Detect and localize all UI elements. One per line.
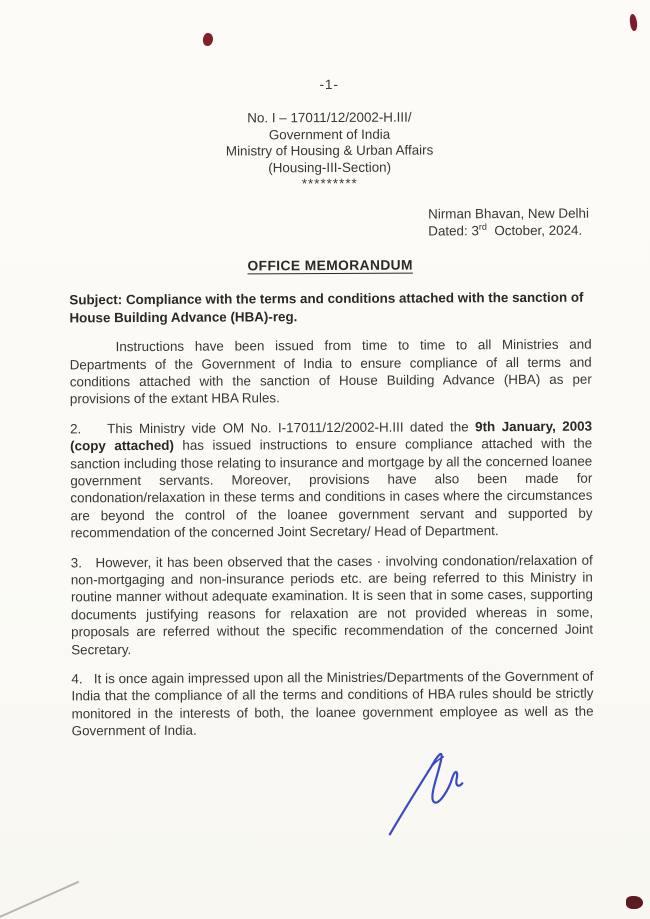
document-body <box>68 0 594 839</box>
date-prefix: Dated: 3 <box>428 223 479 239</box>
page-number: -1- <box>319 76 339 93</box>
paragraph-3: 3. However, it has been observed that the cases · involving condonation/relaxation of non-mortgaging and non-insurance periods etc. are being referred to this Ministry in routine manner without adequate examination. It is seen that in some cases, supporting documents justifying reasons for relaxation are not provided whereas in some, proposals are referred without the specific recommendation of the concerned Joint Secretary. <box>70 552 594 657</box>
signature-ink <box>372 742 482 838</box>
date-suffix: October, 2024. <box>486 222 583 239</box>
paragraph-2-post: has issued instructions to ensure compliance attached with the sanction including those relating to insurance and mortgage by all the concerned loanee government servants. Moreover, provisions have also been made for condonation/relaxation in these terms and conditions in cases where the circumstances are beyond the control of the loanee government servant and supported by recommendation of the concerned Joint Secretary/ Head of Department. <box>70 435 593 541</box>
paragraph-2-pre: 2. This Ministry vide OM No. I-17011/12/2002-H.III dated the <box>70 418 476 437</box>
paragraph-1: Instructions have been issued from time to time to all Ministries and Departments of the Government of India to ensure compliance of all terms and conditions attached with the sanction of House Building Advance (HBA) as per provisions of the extant HBA Rules. <box>69 336 592 407</box>
date-ordinal: rd <box>478 221 487 232</box>
org-name: Government of India <box>268 126 391 143</box>
paragraph-4: 4. It is once again impressed upon all the Ministries/Departments of the Government of India that the compliance of all the terms and conditions of HBA rules should be strictly monitored in the interests of both, the loanee government employee as well as the Government of India. <box>71 668 594 739</box>
place-line: Nirman Bhavan, New Delhi <box>428 205 589 222</box>
scan-stain-bottom-right <box>626 896 643 909</box>
letterhead <box>68 109 590 194</box>
scan-stain-top-right <box>629 14 638 32</box>
paragraph-2-bold-date: 9th January, 2003 (copy attached) <box>70 418 593 454</box>
reference-number: No. I – 17011/12/2002-H.III/ <box>247 109 412 126</box>
scan-scratch-bottom-left <box>0 881 79 919</box>
signature-icon <box>372 742 482 838</box>
subject-line: Subject: Compliance with the terms and conditions attached with the sanction of House Building Advance (HBA)-reg. <box>69 289 584 326</box>
paragraph-2 <box>70 417 593 542</box>
star-separator: ********* <box>301 176 358 192</box>
section-name: (Housing-III-Section) <box>268 159 392 176</box>
dateline-block <box>428 205 589 240</box>
date-line <box>428 222 589 240</box>
memo-title: OFFICE MEMORANDUM <box>247 257 413 274</box>
ministry-name: Ministry of Housing & Urban Affairs <box>225 142 434 159</box>
